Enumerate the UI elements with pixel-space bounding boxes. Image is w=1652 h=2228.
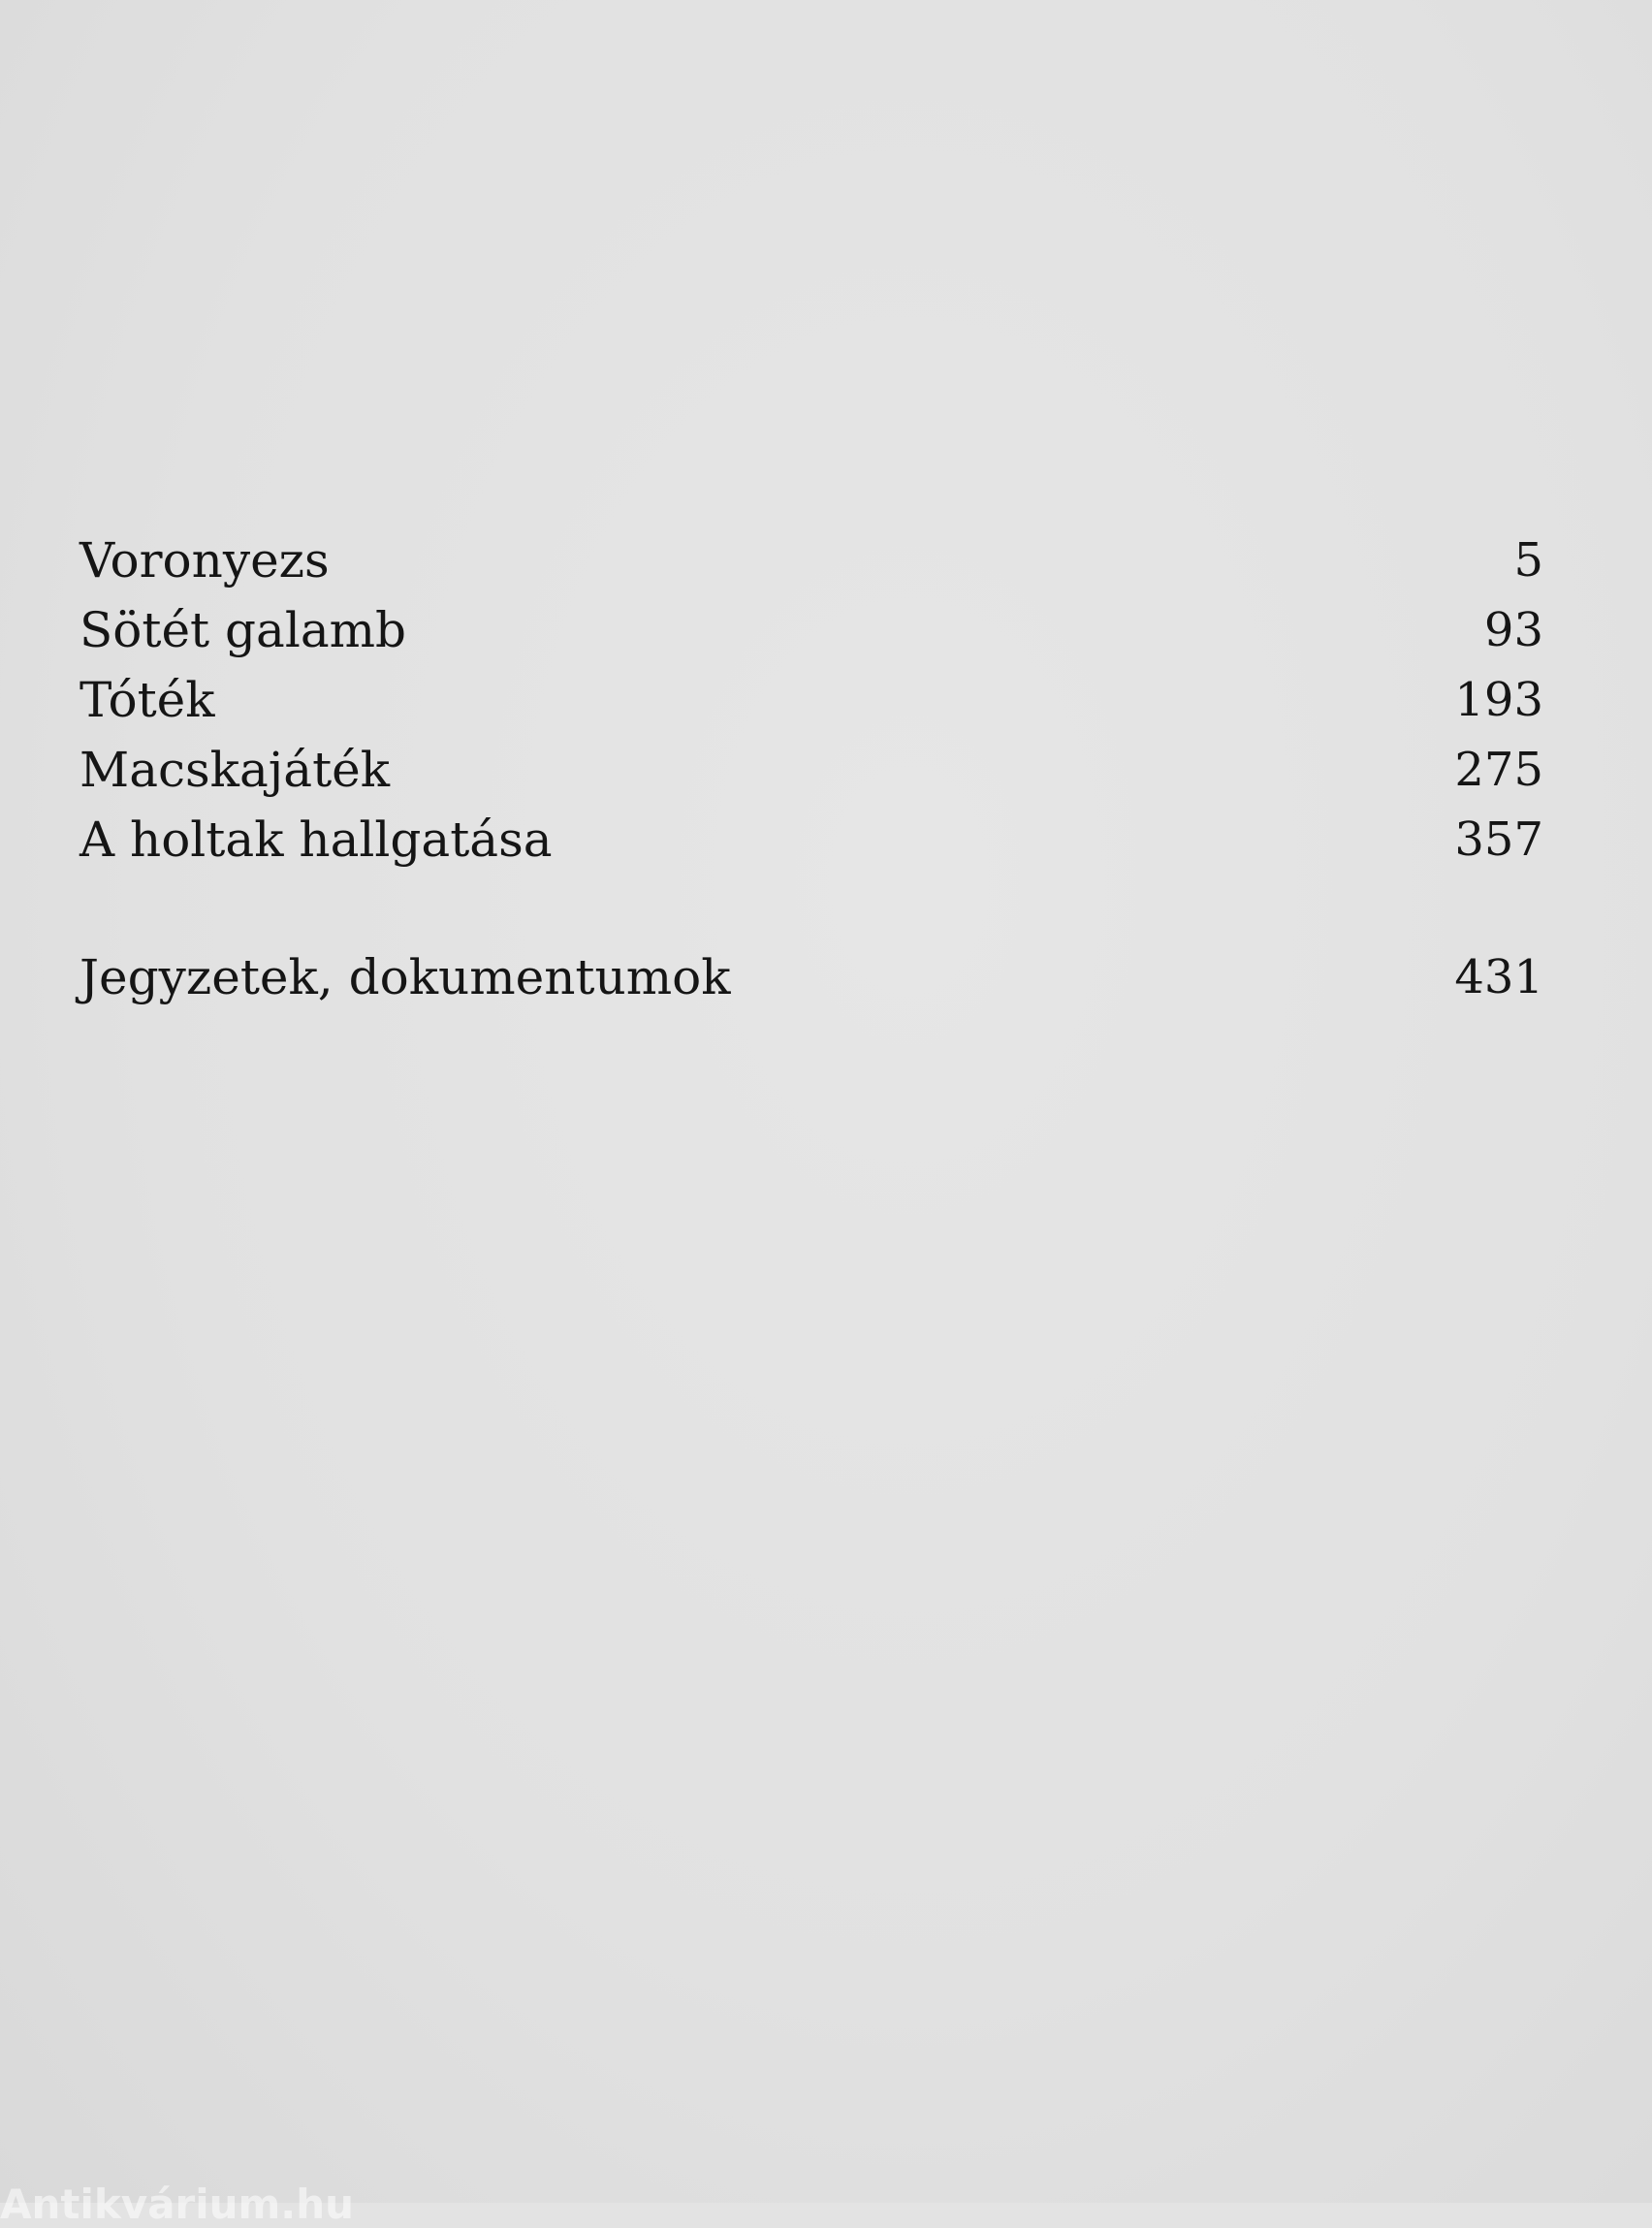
toc-entry-page-number: 5 (1513, 533, 1543, 588)
toc-entry-title: Sötét galamb (79, 602, 407, 658)
toc-entry-title: A holtak hallgatása (79, 812, 553, 868)
toc-entry (79, 599, 1543, 661)
toc-entry-title: Tóték (79, 672, 215, 728)
toc-entry-page-number: 357 (1454, 812, 1543, 867)
toc-entry-page-number: 93 (1483, 603, 1543, 657)
toc-entry-page-number: 275 (1454, 743, 1543, 797)
toc-entry (79, 529, 1543, 591)
toc-entry-title: Voronyezs (79, 532, 330, 589)
toc-entry (79, 739, 1543, 801)
toc-entry-page-number: 431 (1454, 950, 1543, 1004)
toc-entry (79, 669, 1543, 731)
toc-entry (79, 809, 1543, 871)
toc-entry-title: Macskajáték (79, 742, 391, 798)
watermark-logo: Antikvárium.hu (0, 2180, 355, 2228)
toc-entry-page-number: 193 (1454, 673, 1543, 727)
toc-entry-title: Jegyzetek, dokumentumok (79, 949, 731, 1005)
toc-entry (79, 946, 1543, 1008)
